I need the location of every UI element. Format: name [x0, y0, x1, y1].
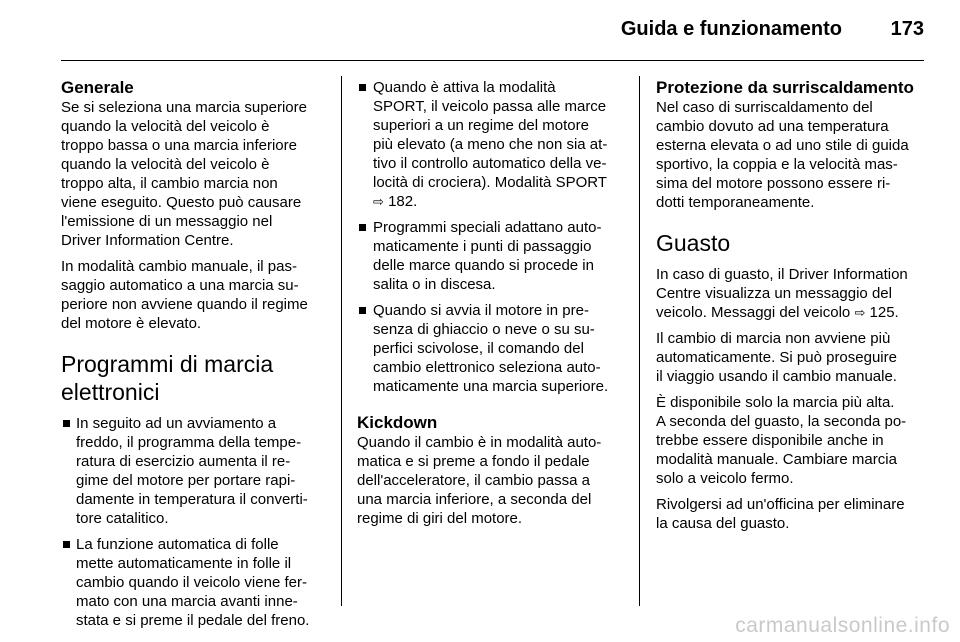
paragraph-generale-2: In modalità cambio manuale, il pas- saggio automatico a una marcia su- periore non avviene quando il regime del motore è elevato. — [61, 258, 308, 332]
heading-kickdown: Kickdown — [357, 413, 438, 432]
column-divider — [341, 76, 342, 606]
square-bullet-icon — [63, 420, 70, 427]
column-2 — [357, 78, 627, 535]
bullet-list — [61, 414, 336, 630]
list-item: Programmi speciali adattano auto- maticamente i punti di passaggio delle marce quando si procede in salita o in discesa. — [357, 218, 627, 294]
square-bullet-icon — [63, 541, 70, 548]
list-item: In seguito ad un avviamento a freddo, il programma della tempe- ratura di esercizio aumenta il re- gime del motore per portare rapi- damente in temperatura il converti- tore catalitico. — [61, 414, 336, 528]
paragraph-guasto-3: È disponibile solo la marcia più alta. A seconda del guasto, la seconda po- trebbe essere disponibile anche in modalità manuale. Cambiare marcia solo a veicolo fermo. — [656, 394, 907, 487]
running-title: Guida e funzionamento — [620, 18, 842, 40]
square-bullet-icon — [359, 84, 366, 91]
column-1 — [61, 78, 336, 637]
bullet-list — [357, 78, 627, 396]
paragraph-generale-1: Se si seleziona una marcia superiore quando la velocità del veicolo è troppo bassa o una marcia inferiore quando la velocità del veicolo è troppo alta, il cambio marcia non viene eseguito. Questo può causare l'emissione di un messaggio nel Driver Information Centre. — [61, 99, 307, 249]
page-number: 173 — [890, 18, 924, 40]
heading-programmi-di-marcia: Programmi di marcia elettronici — [61, 351, 274, 405]
watermark-text: carmanualsonline.info — [735, 614, 950, 637]
page-reference-link[interactable]: 125. — [869, 304, 899, 321]
square-bullet-icon — [359, 307, 366, 314]
paragraph-guasto-1: In caso di guasto, il Driver Information Centre visualizza un messaggio del veicolo. Messaggi del veicolo ⇨ 125. — [656, 266, 908, 321]
square-bullet-icon — [359, 224, 366, 231]
heading-guasto: Guasto — [656, 230, 731, 256]
column-divider — [639, 76, 640, 606]
reference-arrow-icon: ⇨ — [373, 194, 384, 209]
paragraph-guasto-4: Rivolgersi ad un'officina per eliminare la causa del guasto. — [656, 496, 905, 532]
paragraph-protezione: Nel caso di surriscaldamento del cambio dovuto ad una temperatura esterna elevata o ad uno stile di guida sportivo, la coppia e la velocità mas- sima del motore possono essere ri- dotti temporaneamente. — [656, 99, 909, 211]
header-rule — [61, 60, 924, 61]
paragraph-guasto-2: Il cambio di marcia non avviene più automaticamente. Si può proseguire il viaggio usando il cambio manuale. — [656, 330, 897, 385]
list-item: Quando si avvia il motore in pre- senza di ghiaccio o neve o su su- perfici scivolose, il comando del cambio elettronico seleziona auto- maticamente una marcia superiore. — [357, 301, 627, 396]
page-reference-link[interactable]: 182. — [388, 193, 418, 210]
reference-arrow-icon: ⇨ — [854, 305, 866, 320]
list-item: La funzione automatica di folle mette automaticamente in folle il cambio quando il veicolo viene fer- mato con una marcia avanti inne- stata e si preme il pedale del freno. — [61, 535, 336, 630]
heading-protezione: Protezione da surriscaldamento — [656, 78, 914, 97]
column-3 — [656, 78, 926, 540]
list-item: Quando è attiva la modalità SPORT, il veicolo passa alle marce superiori a un regime del motore più elevato (a meno che non sia at- tivo il controllo automatico della ve- locità di crociera). Modalità SPORT ⇨ 182. — [357, 78, 627, 211]
page-header — [0, 0, 960, 60]
paragraph-kickdown: Quando il cambio è in modalità auto- matica e si preme a fondo il pedale dell'acceleratore, il cambio passa a una marcia inferiore, a seconda del regime di giri del motore. — [357, 434, 602, 527]
heading-generale: Generale — [61, 78, 134, 97]
